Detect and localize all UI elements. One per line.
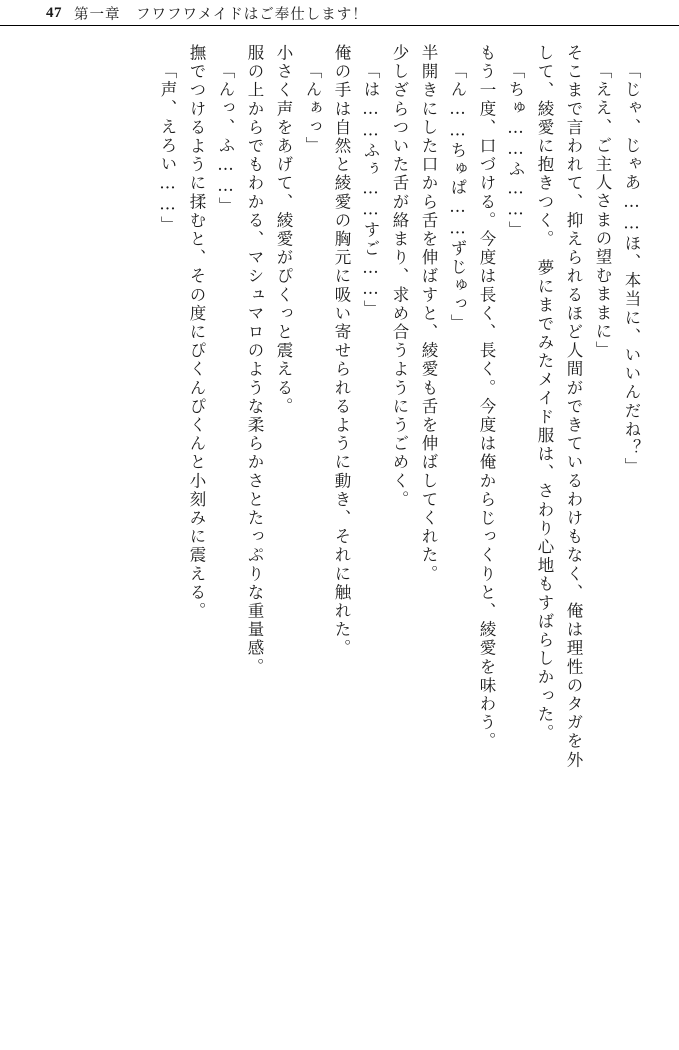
text-column: 「んっ、ふ……」 — [216, 62, 235, 216]
text-column: 「ちゅ……ふ……」 — [506, 62, 525, 240]
vertical-text-body — [40, 44, 639, 1016]
page-number: 47 — [46, 4, 62, 21]
text-column: そこまで言われて、抑えられるほど人間ができているわけもなく、俺は理性のタガを外 — [564, 44, 583, 770]
chapter-title: 第一章 フワフワメイドはご奉仕します！ — [74, 6, 368, 23]
text-column: 「ええ、ご主人さまの望むままに」 — [593, 62, 612, 360]
text-column: 俺の手は自然と綾愛の胸元に吸い寄せられるように動き、それに触れた。 — [332, 44, 351, 658]
text-column: して、綾愛に抱きつく。 夢にまでみたメイド服は、さわり心地もすばらしかった。 — [535, 44, 554, 743]
text-column: 「じゃ、じゃあ……ほ、本当に、いいんだね？」 — [622, 62, 641, 477]
text-column: 半開きにした口から舌を伸ばすと、綾愛も舌を伸ばしてくれた。 — [419, 44, 438, 584]
text-column: もう一度、口づける。今度は長く、長く。今度は俺からじっくりと、綾愛を味わう。 — [477, 44, 496, 751]
text-column: 「んぁっ」 — [303, 62, 322, 155]
running-head — [0, 0, 679, 26]
text-column: 「声、えろい……」 — [158, 62, 177, 235]
text-column: 撫でつけるように揉むと、その度にぴくんぴくんと小刻みに震える。 — [187, 44, 206, 621]
text-column: 少しざらついた舌が絡まり、求め合うようにうごめく。 — [390, 44, 409, 509]
text-column: 服の上からでもわかる、マシュマロのような柔らかさとたっぷりな重量感。 — [245, 44, 264, 677]
text-column: 小さく声をあげて、綾愛がぴくっと震える。 — [274, 44, 293, 416]
header-rule — [0, 25, 679, 26]
text-column: 「ん……ちゅぱ……ずじゅっ」 — [448, 62, 467, 333]
text-column: 「は……ふぅ……すご……」 — [361, 62, 380, 319]
